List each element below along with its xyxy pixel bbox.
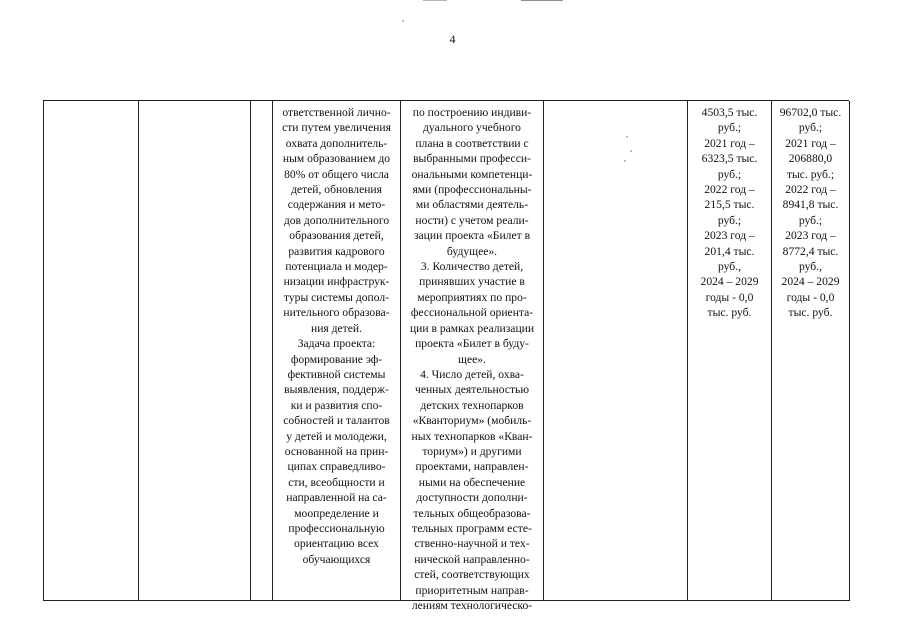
table-cell-1 [44, 101, 139, 601]
scan-mark-line [521, 0, 563, 1]
project-goal-text: ответственной лично- сти путем увеличения охвата дополнитель- ным образованием до 80% от общего числа детей, обновления содержания и мето- дов дополнительного образования детей, развития кадрового потенциала и модер- низации инфраструк- туры системы допол- нительного образова- ния детей. Задача проекта: формирование эф- фективной системы выявления, поддерж- ки и развития спо- собностей и талантов у детей и молодежи, основанной на прин- ципах справедливо- сти, всеобщности и направленной на са- моопределение и профессиональную ориентацию всех обучающихся [282, 106, 391, 566]
cell-text [44, 101, 138, 105]
cell-text [139, 101, 250, 105]
funding-text-2: 96702,0 тыс. руб.; 2021 год – 206880,0 тыс. руб.; 2022 год – 8941,8 тыс. руб.; 2023 год – 8772,4 тыс. руб., 2024 – 2029 годы - 0,0 тыс. руб. [779, 106, 842, 320]
funding-cell-1 [688, 101, 772, 601]
scan-mark-line [423, 0, 447, 1]
indicators-text: по построению индиви- дуального учебного плана в соответствии с выбранными професси- ональными компетенци- ями (профессиональны- ми областями деятель- ности) с учетом реали- зации проекта «Билет в будущее». 3. Количество детей, принявших участие в мероприятиях по про- фессиональной ориента- ции в рамках реализации проекта «Билет в буду- щее». 4. Число детей, охва- ченных деятельностью детских технопарков «Кванториум» (мобиль- ных технопарков «Кван- ториум») и другими проектами, направлен- ными на обеспечение доступности дополни- тельных общеобразова- тельных программ есте- ственно-научной и тех- нической направленно- стей, соответствующих приоритетным направ- лениям технологическо- [409, 106, 535, 612]
table-cell-3 [251, 101, 273, 601]
cell-text [544, 101, 687, 105]
scan-speck [402, 20, 404, 22]
table-cell-2 [139, 101, 251, 601]
page-number: 4 [449, 32, 456, 46]
indicators-cell [401, 101, 544, 612]
funding-cell-2 [772, 101, 850, 601]
project-goal-cell [273, 101, 401, 601]
table-cell-6 [544, 101, 688, 601]
program-table [43, 100, 849, 612]
cell-text [251, 101, 272, 105]
funding-text-1: 4503,5 тыс. руб.; 2021 год – 6323,5 тыс. руб.; 2022 год – 215,5 тыс. руб.; 2023 год – 201,4 тыс. руб., 2024 – 2029 годы - 0,0 тыс. руб. [700, 106, 759, 320]
